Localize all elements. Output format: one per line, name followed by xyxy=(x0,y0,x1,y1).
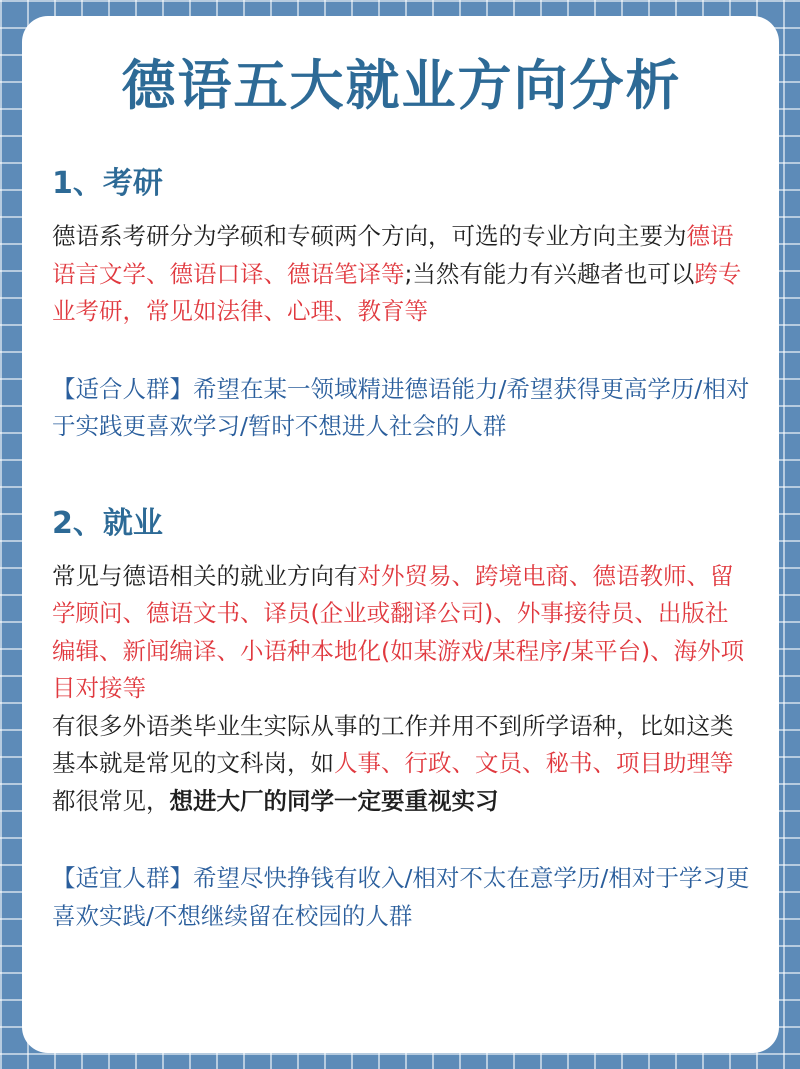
section-paragraph xyxy=(52,708,751,821)
paragraph-text: 德语系考研分为学硕和专硕两个方向，可选的专业方向主要为 xyxy=(52,222,687,250)
paragraph-text: ;当然有能力有兴趣者也可以 xyxy=(404,259,695,288)
section-jiuye xyxy=(52,504,751,936)
section-kaoyan xyxy=(52,164,751,446)
section-paragraph xyxy=(52,558,751,708)
paragraph-text: 都很常见， xyxy=(52,786,170,815)
paragraph-text: 有很多外语类毕业生实际从事的工作并用不到所学语种，比如这类基本就是常见的文科岗，如 xyxy=(52,711,734,777)
content-card xyxy=(22,16,779,1053)
paragraph-text: 常见与德语相关的就业方向有 xyxy=(52,561,358,590)
highlight-text: 德语语言文学、德语口译、德语笔译等 xyxy=(52,222,734,288)
audience-note: 【适合人群】希望在某一领域精进德语能力/希望获得更高学历/相对于实践更喜欢学习/暂时不想进人社会的人群 xyxy=(52,374,750,440)
highlight-text: 对外贸易、跨境电商、德语教师、留学顾问、德语文书、译员(企业或翻译公司)、外事接待员、出版社编辑、新闻编译、小语种本地化(如某游戏/某程序/某平台)、海外项目对接等 xyxy=(52,561,745,702)
highlight-text: 人事、行政、文员、秘书、项目助理等 xyxy=(334,749,734,777)
section-heading: 2、就业 xyxy=(52,505,163,541)
audience-note: 【适宜人群】希望尽快挣钱有收入/相对不太在意学历/相对于学习更喜欢实践/不想继续留在校园的人群 xyxy=(52,864,750,930)
bold-text: 想进大厂的同学一定要重视实习 xyxy=(169,786,499,815)
section-paragraph xyxy=(52,218,751,331)
page-title: 德语五大就业方向分析 xyxy=(121,53,682,117)
section-heading: 1、考研 xyxy=(52,166,163,201)
highlight-text: 跨专业考研，常见如法律、心理、教育等 xyxy=(52,259,742,325)
